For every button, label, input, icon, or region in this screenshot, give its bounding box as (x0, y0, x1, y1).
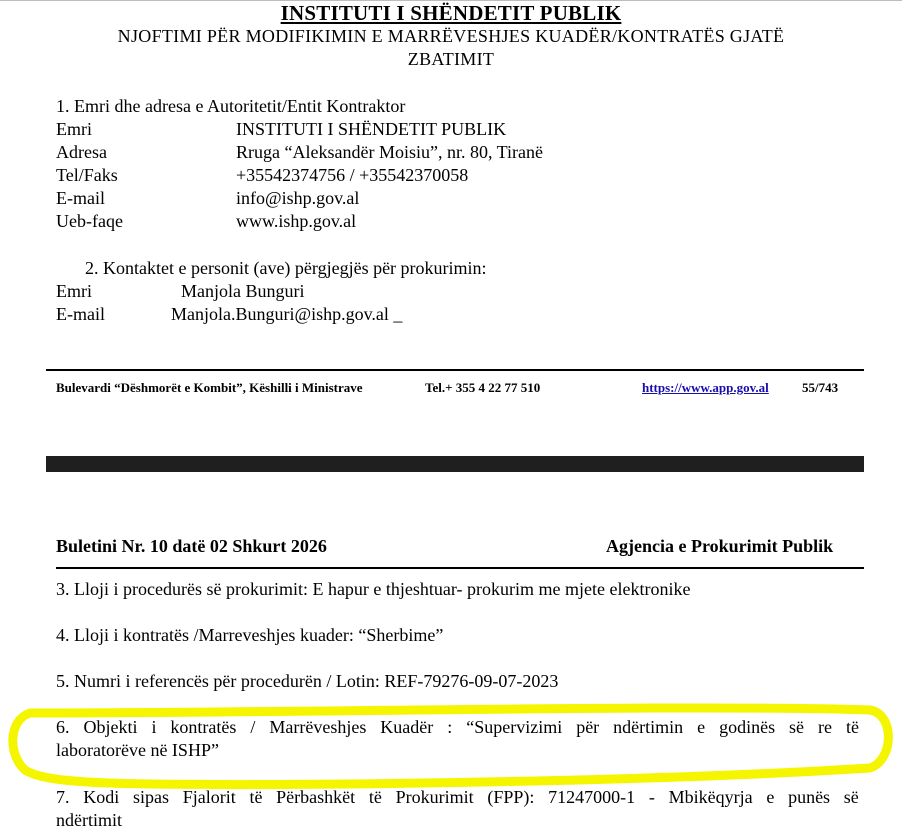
document-subtitle-line1: NJOFTIMI PËR MODIFIKIMIN E MARRËVESHJES KUADËR/KONTRATËS GJATË (117, 26, 785, 46)
word: të (845, 717, 859, 737)
word: i (151, 717, 157, 737)
word: 7. (56, 787, 70, 807)
word: 71247000-1 (548, 787, 636, 807)
document-subtitle-line2: ZBATIMIT (407, 49, 495, 69)
page-separator (46, 456, 864, 472)
word: Prokurimit (395, 787, 474, 807)
word: Marrëveshjes (269, 717, 367, 737)
section1-value: INSTITUTI I SHËNDETIT PUBLIK (236, 119, 507, 139)
section2-label: Emri (56, 281, 92, 301)
word: ndërtimin (613, 717, 684, 737)
section1-label: Ueb-faqe (56, 211, 123, 231)
contact-email: Manjola.Bunguri@ishp.gov.al _ (171, 304, 403, 324)
item-cpv-code (56, 787, 859, 808)
word: Fjalorit (182, 787, 236, 807)
section1-value: +35542374756 / +35542370058 (236, 165, 469, 185)
word: 6. (56, 717, 70, 737)
word: “Supervizimi (466, 717, 563, 737)
website-value: www.ishp.gov.al (236, 211, 357, 231)
item-reference-number: 5. Numri i referencës për procedurën / Lotin: REF-79276-09-07-2023 (56, 671, 559, 691)
email-value: info@ishp.gov.al (236, 188, 360, 208)
word: Kodi (83, 787, 120, 807)
word: e (697, 717, 706, 737)
item-contract-object-line2: laboratorëve në ISHP” (56, 740, 219, 760)
word: Objekti (83, 717, 138, 737)
word: Mbikëqyrja (668, 787, 753, 807)
item-procedure-type: 3. Lloji i procedurës së prokurimit: E hapur e thjeshtuar- prokurim me mjete elektronike (56, 579, 691, 599)
word: Përbashkët (276, 787, 356, 807)
item-contract-object (56, 717, 859, 738)
word: e (766, 787, 775, 807)
word: godinës (719, 717, 776, 737)
word: së (789, 717, 805, 737)
section1-label: Tel/Faks (56, 165, 118, 185)
bulletin-title: Buletini Nr. 10 datë 02 Shkurt 2026 (56, 536, 327, 556)
bulletin-rule (56, 567, 864, 569)
word: punës (788, 787, 831, 807)
section2-label: E-mail (56, 304, 105, 324)
word: kontratës (170, 717, 237, 737)
document-title: INSTITUTI I SHËNDETIT PUBLIK (280, 1, 622, 25)
word: re (818, 717, 832, 737)
section1-heading: 1. Emri dhe adresa e Autoritetit/Entit Kontraktor (56, 96, 406, 116)
item-contract-type: 4. Lloji i kontratës /Marreveshjes kuader: “Sherbime” (56, 625, 444, 645)
footer-rule (46, 369, 864, 371)
section1-label: Adresa (56, 142, 107, 162)
contact-name: Manjola Bunguri (181, 281, 305, 301)
word: Kuadër (380, 717, 434, 737)
word: të (249, 787, 263, 807)
word: : (447, 717, 453, 737)
agency-name: Agjencia e Prokurimit Publik (606, 536, 834, 556)
section1-label: E-mail (56, 188, 105, 208)
word: sipas (132, 787, 169, 807)
word: / (250, 717, 256, 737)
word: për (576, 717, 600, 737)
word: - (648, 787, 655, 807)
word: (FPP): (487, 787, 535, 807)
section2-heading: 2. Kontaktet e personit (ave) përgjegjës për prokurimin: (85, 258, 487, 278)
section1-label: Emri (56, 119, 92, 139)
section1-value: Rruga “Aleksandër Moisiu”, nr. 80, Tiranë (236, 142, 543, 162)
page-number: 55/743 (802, 380, 839, 395)
word: të (368, 787, 382, 807)
item-cpv-code-line2: ndërtimit (56, 810, 122, 830)
footer-link[interactable]: https://www.app.gov.al (642, 380, 769, 395)
word: së (843, 787, 859, 807)
footer-address: Bulevardi “Dëshmorët e Kombit”, Këshilli i Ministrave (56, 380, 363, 395)
footer-phone: Tel.+ 355 4 22 77 510 (425, 380, 541, 395)
